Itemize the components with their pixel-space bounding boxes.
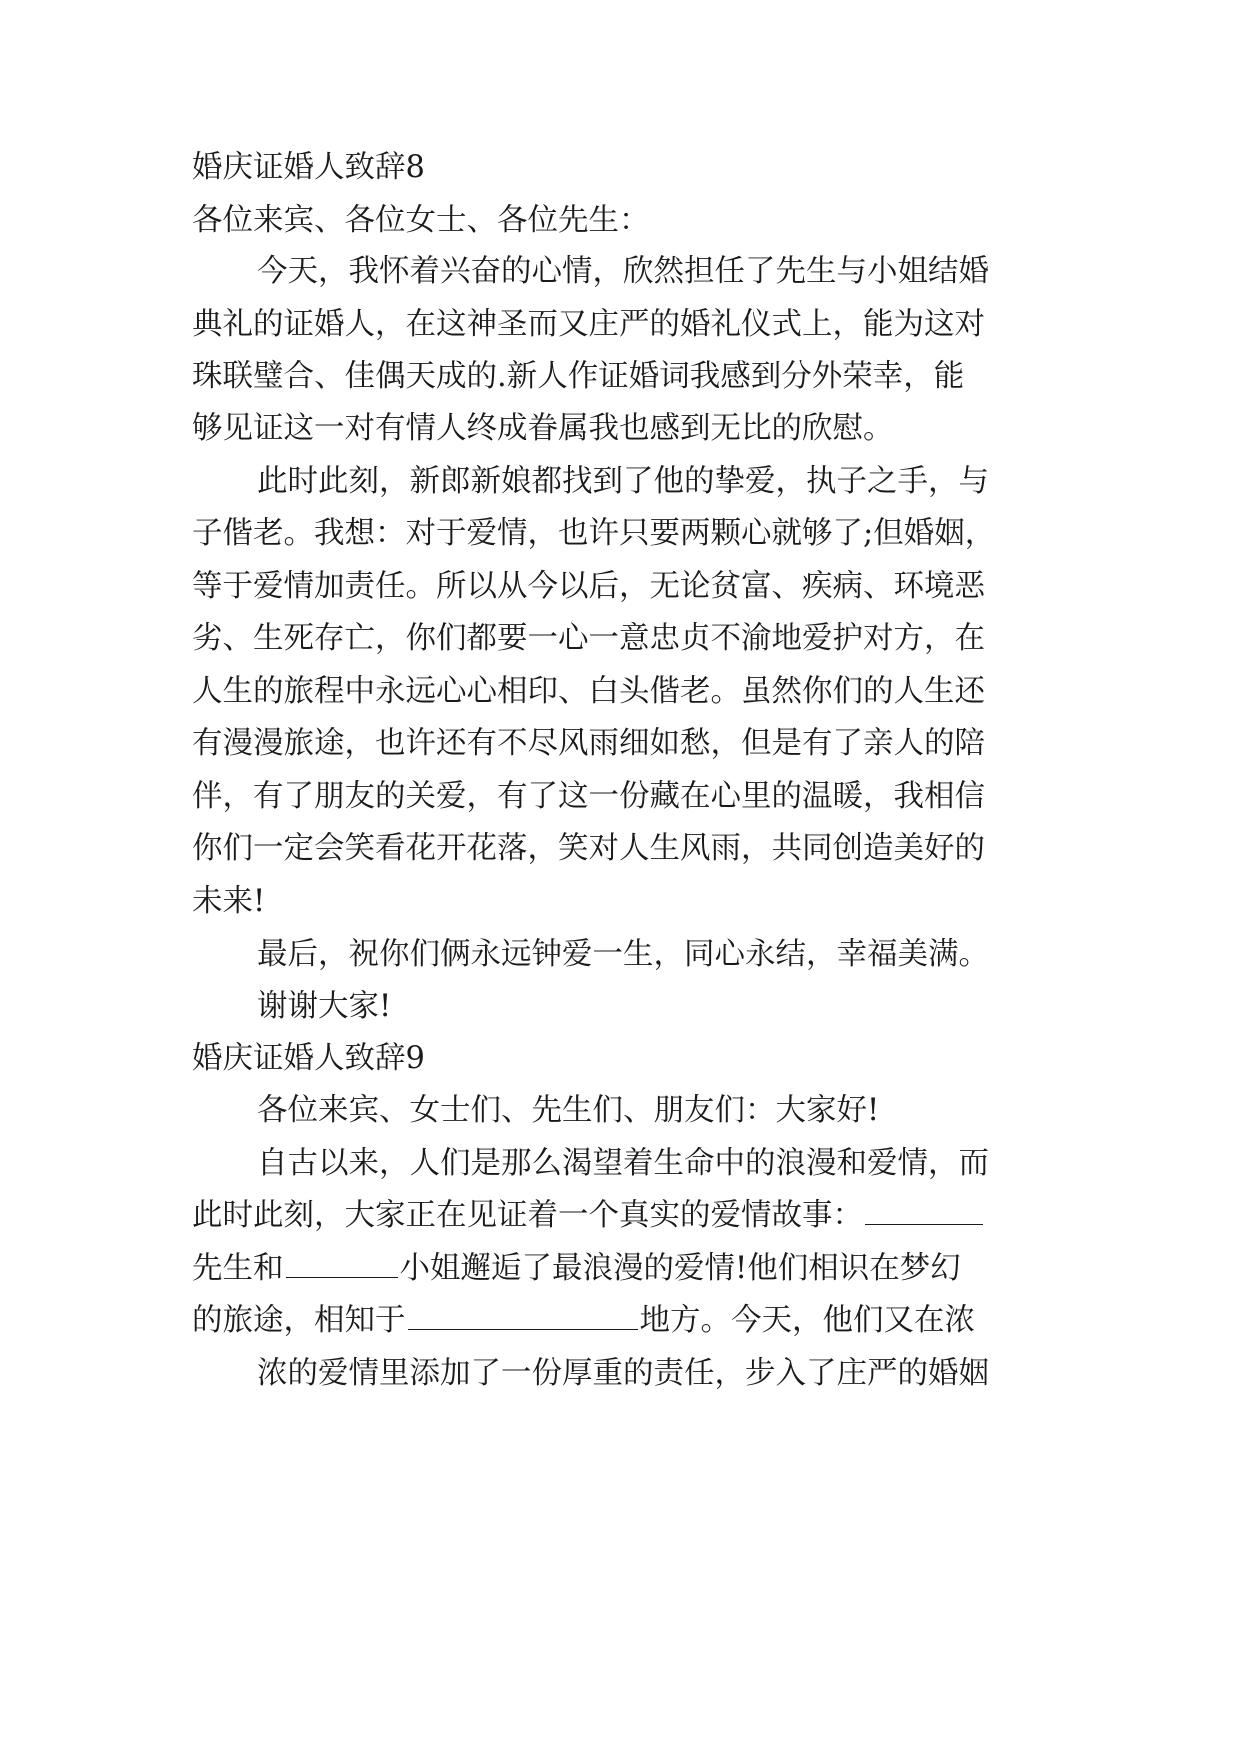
section-9-greeting: 各位来宾、女士们、先生们、朋友们：大家好! <box>257 1093 880 1128</box>
paragraph-line: 今天，我怀着兴奋的心情，欣然担任了先生与小姐结婚 <box>257 254 989 289</box>
section-9-title: 婚庆证婚人致辞9 <box>192 1041 425 1076</box>
paragraph-line: 子偕老。我想：对于爱情，也许只要两颗心就够了;但婚姻， <box>192 516 996 551</box>
paragraph-line-with-blank <box>192 1196 985 1236</box>
paragraph-text: 的旅途，相知于 <box>192 1303 406 1338</box>
paragraph-line: 珠联璧合、佳偶天成的.新人作证婚词我感到分外荣幸，能 <box>192 359 965 394</box>
paragraph-line: 浓的爱情里添加了一份厚重的责任，步入了庄严的婚姻 <box>257 1356 989 1391</box>
fill-in-blank <box>286 1255 398 1278</box>
paragraph-line: 未来! <box>192 884 266 919</box>
paragraph-line: 劣、生死存亡，你们都要一心一意忠贞不渝地爱护对方，在 <box>192 621 985 656</box>
paragraph-line: 谢谢大家! <box>257 989 392 1024</box>
paragraph-text: 此时此刻，大家正在见证着一个真实的爱情故事： <box>192 1198 863 1233</box>
section-8-title: 婚庆证婚人致辞8 <box>192 150 425 185</box>
fill-in-blank <box>865 1202 983 1225</box>
paragraph-line: 人生的旅程中永远心心相印、白头偕老。虽然你们的人生还 <box>192 674 985 709</box>
paragraph-line: 自古以来，人们是那么渴望着生命中的浪漫和爱情，而 <box>257 1146 989 1181</box>
section-8-greeting: 各位来宾、各位女士、各位先生： <box>192 203 650 238</box>
paragraph-text: 地方。今天，他们又在浓 <box>639 1303 975 1338</box>
paragraph-line: 有漫漫旅途，也许还有不尽风雨细如愁，但是有了亲人的陪 <box>192 726 985 761</box>
paragraph-text: 先生和 <box>192 1251 284 1286</box>
paragraph-line: 等于爱情加责任。所以从今以后，无论贫富、疾病、环境恶 <box>192 569 985 604</box>
paragraph-text: 小姐邂逅了最浪漫的爱情!他们相识在梦幻 <box>399 1251 961 1286</box>
paragraph-line-with-blank <box>192 1301 975 1341</box>
fill-in-blank <box>408 1307 638 1330</box>
paragraph-line: 此时此刻，新郎新娘都找到了他的挚爱，执子之手，与 <box>257 464 989 499</box>
paragraph-line: 伴，有了朋友的关爱，有了这一份藏在心里的温暖，我相信 <box>192 779 985 814</box>
paragraph-line: 你们一定会笑看花开花落，笑对人生风雨，共同创造美好的 <box>192 831 985 866</box>
paragraph-line: 够见证这一对有情人终成眷属我也感到无比的欣慰。 <box>192 411 894 446</box>
paragraph-line: 最后，祝你们俩永远钟爱一生，同心永结，幸福美满。 <box>257 937 989 972</box>
paragraph-line: 典礼的证婚人，在这神圣而又庄严的婚礼仪式上，能为这对 <box>192 307 985 342</box>
paragraph-line-with-blank <box>192 1249 961 1289</box>
